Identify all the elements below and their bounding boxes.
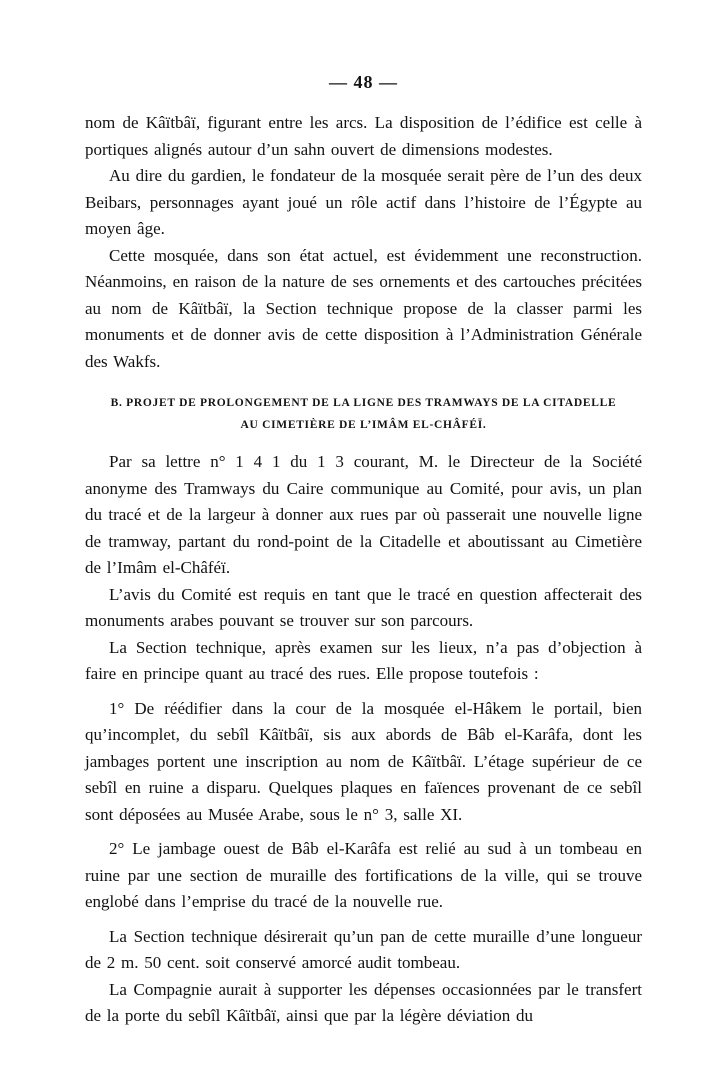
- paragraph: La Compagnie aurait à supporter les dépenses occasionnées par le transfert de la porte du sebîl Kâïtbâï, ainsi que par la légère déviation du: [85, 979, 642, 1025]
- text-block: [85, 72, 642, 1030]
- paragraph: 2° Le jambage ouest de Bâb el-Karâfa est relié au sud à un tombeau en ruine par une section de muraille des fortifications de la ville, qui se trouve englobé dans l’emprise du tracé de la nouvelle rue.: [85, 839, 642, 911]
- paragraph: Au dire du gardien, le fondateur de la mosquée serait père de l’un des deux Beibars, personnages ayant joué un rôle actif dans l’histoire de l’Égypte au moyen âge.: [85, 166, 642, 238]
- section-heading-line-1: B. PROJET DE PROLONGEMENT DE LA LIGNE DES TRAMWAYS DE LA CITADELLE: [110, 397, 617, 409]
- paragraph: La Section technique, après examen sur les lieux, n’a pas d’objection à faire en principe quant au tracé des rues. Elle propose toutefois :: [85, 637, 642, 683]
- section-heading-line-2: AU CIMETIÈRE DE L’IMÂM EL-CHÂFÉÏ.: [240, 419, 487, 431]
- paragraph: nom de Kâïtbâï, figurant entre les arcs. La disposition de l’édifice est celle à portiques alignés autour d’un sahn ouvert de dimensions modestes.: [85, 113, 642, 159]
- paragraph: La Section technique désirerait qu’un pan de cette muraille d’une longueur de 2 m. 50 cent. soit conservé amorcé audit tombeau.: [85, 926, 642, 972]
- paragraph: Cette mosquée, dans son état actuel, est évidemment une reconstruction. Néanmoins, en raison de la nature de ses ornements et des cartouches précitées au nom de Kâïtbâï, la Section technique propose de la classer parmi les monuments et de donner avis de cette disposition à l’Administration Générale des Wakfs.: [85, 245, 642, 371]
- paragraph: L’avis du Comité est requis en tant que le tracé en question affecterait des monuments arabes pouvant se trouver sur son parcours.: [85, 584, 642, 630]
- page-number: — 48 —: [329, 72, 398, 92]
- section-heading: [85, 392, 642, 436]
- paragraph: Par sa lettre n° 1 4 1 du 1 3 courant, M. le Directeur de la Société anonyme des Tramways du Caire communique au Comité, pour avis, un plan du tracé et de la largeur à donner aux rues par où passerait une nouvelle ligne de tramway, partant du rond-point de la Citadelle et aboutissant au Cimetière de l’Imâm el-Châféï.: [85, 452, 642, 577]
- paragraph: 1° De réédifier dans la cour de la mosquée el-Hâkem le portail, bien qu’incomplet, du sebîl Kâïtbâï, sis aux abords de Bâb el-Karâfa, dont les jambages portent une inscription au nom de Kâïtbâï. L’étage supérieur de ce sebîl en ruine a disparu. Quelques plaques en faïences provenant de ce sebîl sont déposées au Musée Arabe, sous le n° 3, salle XI.: [85, 698, 642, 824]
